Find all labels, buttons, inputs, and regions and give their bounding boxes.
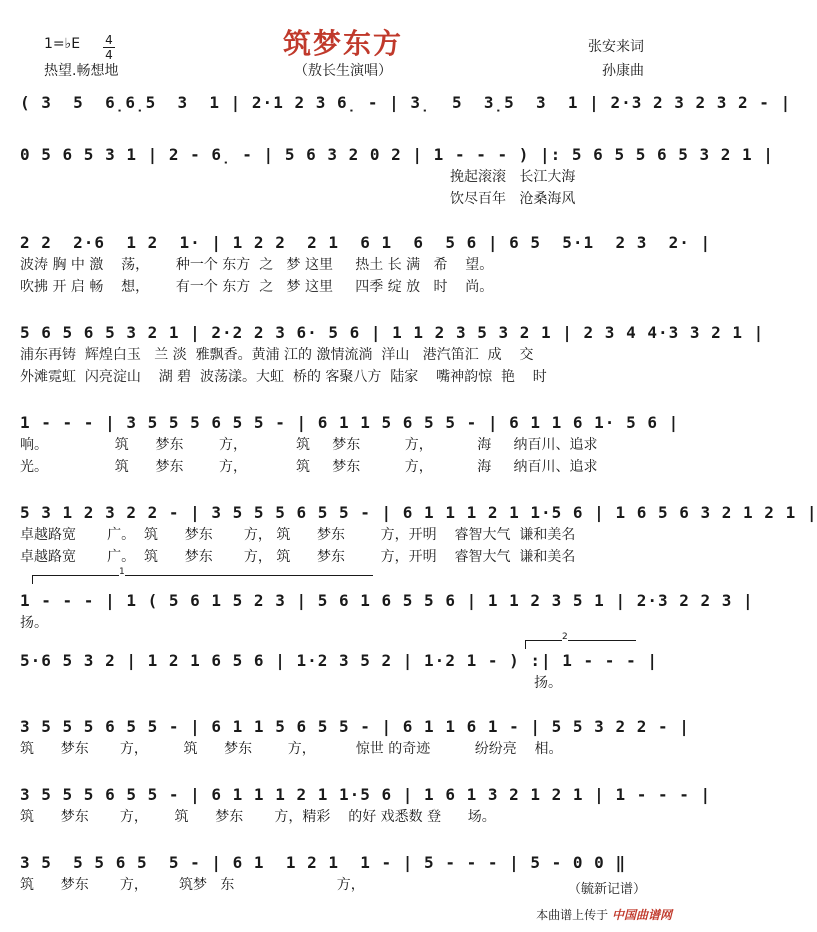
notation-line: 1 - - - | 1 ( 5 6 1 5 2 3 | 5 6 1 6 5 5 6 | 1 1 2 3 5 1 | 2·3 2 2 3 | — [20, 591, 754, 610]
key-signature: 1=♭E — [44, 36, 81, 52]
score-system-10 — [20, 784, 712, 828]
time-signature — [103, 34, 115, 61]
first-ending-bracket — [32, 567, 373, 584]
time-denominator: 4 — [105, 48, 113, 62]
lyric-line-verse-1: 响。 筑 梦东 方， 筑 梦东 方， 海 纳百川、追求 — [20, 437, 598, 453]
composer-credit: 孙康曲 — [602, 63, 644, 79]
lyric-line: 扬。 — [534, 675, 562, 691]
upload-text: 本曲谱上传于 — [536, 908, 609, 922]
lyric-line: 筑 梦东 方， 筑梦 东 方， — [20, 877, 365, 893]
score-system-9 — [20, 716, 690, 760]
lyric-line-verse-2: 卓越路宽 广。 筑 梦东 方， 筑 梦东 方，开明 睿智大气 谦和美名 — [20, 549, 576, 565]
notation-line: 0 5 6 5 3 1 | 2 - 6̣ - | 5 6 3 2 0 2 | 1 - - - ) |: 5 6 5 5 6 5 3 2 1 | — [20, 145, 774, 164]
lyric-line-verse-1: 浦东再铸 辉煌白玉 兰 淡 雅飘香。黄浦 江的 激情流淌 洋山 港汽笛汇 成 交 — [20, 347, 534, 363]
upload-footer — [536, 906, 672, 923]
score-system-4 — [20, 322, 765, 388]
score-system-7 — [20, 590, 754, 634]
lyric-line-verse-2: 饮尽百年 沧桑海风 — [450, 191, 576, 207]
lyric-line-verse-1: 波涛 胸 中 激 荡， 种一个 东方 之 梦 这里 热土 长 满 希 望。 — [20, 257, 494, 273]
notation-line: 5 3 1 2 3 2 2 - | 3 5 5 5 6 5 5 - | 6 1 1 1 2 1 1·5 6 | 1 6 5 6 3 2 1 2 1 | — [20, 503, 817, 522]
lyric-line: 筑 梦东 方， 筑 梦东 方，精彩 的好 戏悉数 登 场。 — [20, 809, 496, 825]
notation-line: ( 3 5 6̣6̣5 3 1 | 2·1 2 3 6̣ - | 3̣ 5 3̣5 3 1 | 2·3 2 3 2 3 2 - | — [20, 93, 792, 112]
site-logo[interactable]: 中国曲谱网 — [611, 908, 672, 922]
lyric-line: 筑 梦东 方， 筑 梦东 方， 惊世 的奇迹 纷纷亮 相。 — [20, 741, 563, 757]
notation-line: 1 - - - | 3 5 5 5 6 5 5 - | 6 1 1 5 6 5 5 - | 6 1 1 6 1· 5 6 | — [20, 413, 680, 432]
notation-line: 3 5 5 5 6 5 5 - | 6 1 1 2 1 1 - | 5 - - - | 5 - 0 0 ‖ — [20, 853, 627, 872]
notation-line: 5·6 5 3 2 | 1 2 1 6 5 6 | 1·2 3 5 2 | 1·2 1 - ) :| 1 - - - | — [20, 651, 658, 670]
notation-line: 5 6 5 6 5 3 2 1 | 2·2 2 3 6· 5 6 | 1 1 2 3 5 3 2 1 | 2 3 4 4·3 3 2 1 | — [20, 323, 765, 342]
notation-line: 3 5 5 5 6 5 5 - | 6 1 1 5 6 5 5 - | 6 1 1 6 1 - | 5 5 3 2 2 - | — [20, 717, 690, 736]
notator-credit: （毓新记谱） — [567, 882, 646, 897]
score-system-6 — [20, 502, 817, 568]
time-numerator: 4 — [105, 33, 113, 47]
second-ending-label: 2 — [562, 632, 568, 642]
lyricist-credit: 张安来词 — [588, 39, 644, 55]
score-system-8 — [20, 650, 666, 694]
notation-line: 3 5 5 5 6 5 5 - | 6 1 1 1 2 1 1·5 6 | 1 6 1 3 2 1 2 1 | 1 - - - | — [20, 785, 712, 804]
notation-line: 2 2 2·6 1 2 1· | 1 2 2 2 1 6 1 6 5 6 | 6 5 5·1 2 3 2· | — [20, 233, 712, 252]
lyric-line-verse-1: 卓越路宽 广。 筑 梦东 方， 筑 梦东 方，开明 睿智大气 谦和美名 — [20, 527, 576, 543]
lyric-line-verse-2: 外滩霓虹 闪亮淀山 湖 碧 波荡漾。大虹 桥的 客聚八方 陆家 嘴神韵惊 艳 时 — [20, 369, 547, 385]
second-ending-bracket — [525, 632, 636, 649]
lyric-line-verse-2: 吹拂 开 启 畅 想， 有一个 东方 之 梦 这里 四季 绽 放 时 尚。 — [20, 279, 494, 295]
score-system-2 — [20, 144, 774, 210]
score-system-3 — [20, 232, 712, 298]
lyric-line-verse-1: 挽起滚滚 长江大海 — [450, 169, 576, 185]
score-system-1 — [20, 92, 792, 114]
lyric-line: 扬。 — [20, 615, 48, 631]
score-system-5 — [20, 412, 680, 478]
song-title: 筑梦东方 — [282, 27, 403, 60]
first-ending-label: 1 — [119, 567, 125, 577]
performer-credit: （敖长生演唱） — [294, 63, 392, 79]
lyric-line-verse-2: 光。 筑 梦东 方， 筑 梦东 方， 海 纳百川、追求 — [20, 459, 598, 475]
tempo-mood: 热望.畅想地 — [44, 63, 119, 79]
